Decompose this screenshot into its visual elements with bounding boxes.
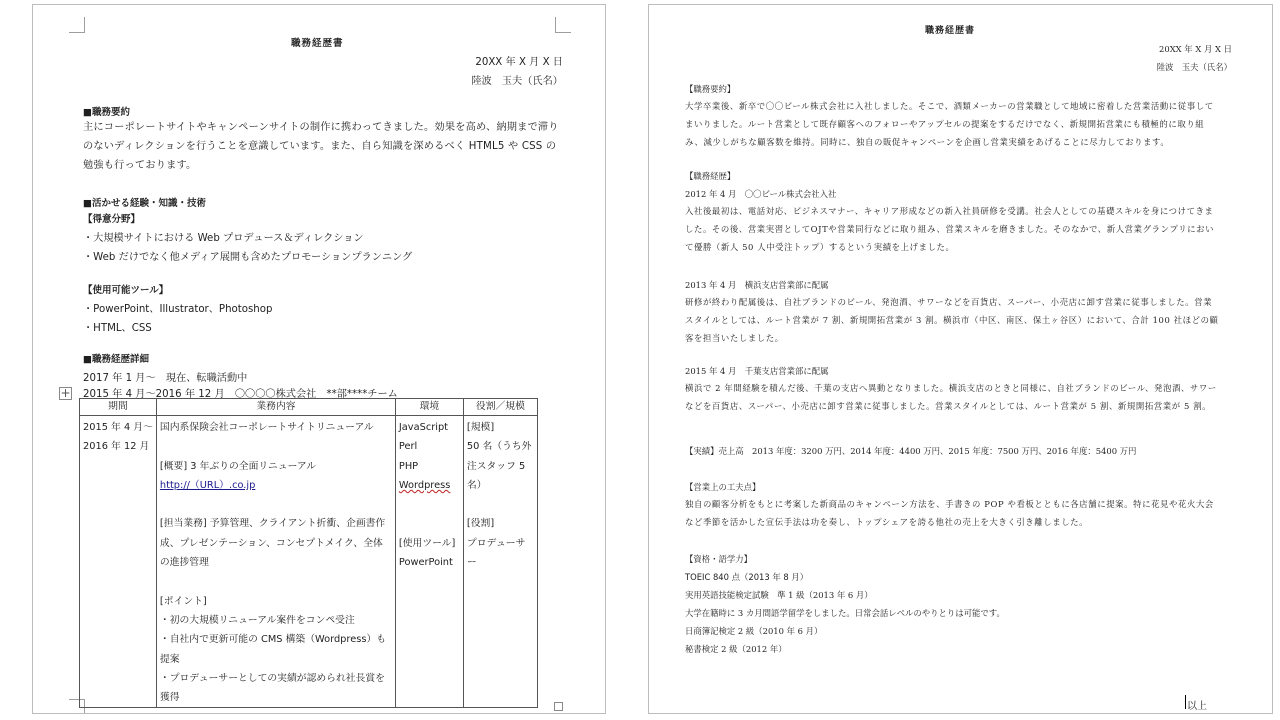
p2-summary-heading[interactable]: 【職務要約】 — [685, 84, 736, 94]
project-overview: [概要] 3 年ぶりの全面リニューアル — [159, 460, 317, 472]
project-name: 国内系保険会社コーポレートサイトリニューアル — [159, 422, 374, 433]
skills-heading[interactable]: ■活かせる経験・知識・技術 — [83, 198, 206, 209]
blank-line — [160, 437, 392, 456]
margin-corner-top-left — [69, 17, 85, 33]
tools-heading[interactable]: 【使用可能ツール】 — [83, 285, 169, 296]
cell-environment[interactable] — [395, 416, 463, 708]
role-value: プロデューサー — [466, 537, 526, 569]
history-entry-title[interactable]: 2015 年 4 月 千葉支店営業部に配属 — [685, 366, 829, 376]
p2-summary-text[interactable]: 大学卒業後、新卒で〇〇ビール株式会社に入社しました。そこで、酒類メーカーの営業職として地域に密着した営業活動に従事してまいりました。ルート営業として既存顧客へのフォローやアップセルの提案をするだけでなく、新規開拓営業にも積極的に取り組み、減少しがちな顧客数を維持。同時に、独自の販促キャンペーンを企画し営業実績をあげることに尽力しております。 — [685, 101, 1214, 147]
specialty-heading[interactable]: 【得意分野】 — [83, 214, 141, 225]
history-entry-title[interactable]: 2013 年 4 月 横浜支店営業部に配属 — [685, 280, 829, 290]
qualification-item[interactable]: 日商簿記検定 2 級（2010 年 6 月） — [685, 626, 823, 636]
blank-line — [467, 495, 534, 514]
history-entry-text[interactable]: 横浜で 2 年間経験を積んだ後、千葉の支店へ異動となりました。横浜支店のときと同様に、自社ブランドのビール、発泡酒、サワーなどを百貨店、スーパー、小売店に卸す営業に従事しました。営業スタイルとしては、ルート営業が 5 割、新規開拓営業が 5 割。 — [685, 383, 1217, 411]
specialty-item[interactable]: ・大規模サイトにおける Web プロデュース＆ディレクション — [83, 233, 364, 244]
detail-heading[interactable]: ■職務経歴詳細 — [83, 354, 149, 365]
page1-date[interactable]: 20XX 年 X 月 X 日 — [475, 57, 563, 68]
ingenuity-text[interactable]: 独自の顧客分析をもとに考案した新商品のキャンペーン方法を、手書きの POP や看板とともに各店舗に提案。特に花見や花火大会など季節を活かした宣伝手法は功を奏し、トップシェアを誇る他社の売上を大きく引き離しました。 — [685, 499, 1214, 527]
work-history-table — [79, 398, 538, 708]
cell-period[interactable] — [80, 416, 157, 708]
page2-date[interactable]: 20XX 年 X 月 X 日 — [1159, 44, 1232, 54]
role-label: [役割] — [466, 518, 495, 530]
point-item: ・プロデューサーとしての実績が認められ社長賞を獲得 — [159, 672, 385, 704]
qualification-item[interactable]: 大学在籍時に 3 カ月間語学留学をしました。日常会話レベルのやりとりは可能です。 — [685, 608, 1005, 618]
margin-corner-top-right — [555, 17, 571, 33]
document-page-1 — [32, 4, 606, 714]
text-cursor — [1185, 695, 1186, 709]
header-environment[interactable]: 環境 — [395, 399, 463, 416]
table-row — [80, 416, 538, 708]
blank-line — [160, 572, 392, 591]
page1-name[interactable]: 陸波 玉夫（氏名） — [471, 76, 563, 87]
header-duties[interactable]: 業務内容 — [156, 399, 395, 416]
header-period[interactable]: 期間 — [80, 399, 157, 416]
table-header-row — [80, 399, 538, 416]
qualifications-heading[interactable]: 【資格・語学力】 — [685, 554, 752, 564]
tools-item[interactable]: ・PowerPoint、Illustrator、Photoshop — [83, 304, 273, 315]
blank-line — [160, 495, 392, 514]
qualification-item[interactable]: 秘書検定 2 級（2012 年） — [685, 644, 787, 654]
qualification-item[interactable]: 実用英語技能検定試験 準 1 級（2013 年 6 月） — [685, 590, 873, 600]
history-entry-title[interactable]: 2012 年 4 月 〇〇ビール株式会社入社 — [685, 189, 837, 199]
specialty-item[interactable]: ・Web だけでなく他メディア展開も含めたプロモーションプランニング — [83, 252, 413, 263]
project-url-link[interactable]: http://（URL）.co.jp — [159, 479, 256, 491]
document-page-2 — [648, 4, 1273, 714]
closing-text[interactable]: 以上 — [1187, 701, 1207, 712]
scale-label: [規模] — [466, 422, 495, 433]
history-entry-text[interactable]: 研修が終わり配属後は、自社ブランドのビール、発泡酒、サワーなどを百貨店、スーパー、小売店に卸す営業に従事しました。営業スタイルとしては、ルート営業が 7 割、新規開拓営業が 3 割。横浜市（中区、南区、保土ヶ谷区）において、合計 100 社ほどの顧客を担当いたしました。 — [685, 297, 1219, 343]
table-move-handle-icon[interactable]: + — [60, 386, 71, 400]
env-item: Perl — [398, 441, 418, 453]
period-start: 2015 年 4 月～ — [83, 422, 153, 433]
project-duties: [担当業務] 予算管理、クライアント折衝、企画書作成、プレゼンテーション、コンセプトメイク、全体の進捗管理 — [159, 518, 386, 569]
period-current[interactable]: 2017 年 1 月～ 現在、転職活動中 — [83, 373, 248, 384]
blank-line — [399, 514, 460, 533]
points-heading: [ポイント] — [159, 595, 207, 607]
history-heading[interactable]: 【職務経歴】 — [685, 171, 736, 181]
period-end: 2016 年 12 月 — [83, 441, 150, 453]
point-item: ・初の大規模リニューアル案件をコンペ受注 — [159, 614, 355, 626]
env-item: JavaScript — [398, 422, 449, 433]
cell-duties[interactable] — [156, 416, 395, 708]
page2-title[interactable]: 職務経歴書 — [925, 26, 976, 36]
tools-label: [使用ツール] — [398, 537, 456, 549]
scale-value: 50 名（うち外注スタッフ 5 名） — [466, 441, 532, 491]
period-company[interactable]: 2015 年 4 月～2016 年 12 月 〇〇〇〇株式会社 **部****チーム — [83, 389, 398, 400]
cell-role-scale[interactable] — [463, 416, 537, 708]
summary-heading[interactable]: ■職務要約 — [83, 107, 130, 118]
tools-item[interactable]: ・HTML、CSS — [83, 323, 152, 334]
blank-line — [399, 495, 460, 514]
page1-title[interactable]: 職務経歴書 — [291, 38, 344, 49]
page2-name[interactable]: 陸波 玉夫（氏名） — [1156, 62, 1232, 72]
table-resize-handle-icon[interactable] — [554, 702, 563, 711]
point-item: ・自社内で更新可能の CMS 構築（Wordpress）も提案 — [159, 634, 387, 665]
history-entry-text[interactable]: 入社後最初は、電話対応、ビジネスマナー、キャリア形成などの新入社員研修を受講。社会人としての基礎スキルを身につけてきました。その後、営業実習としてOJTや営業同行などに取り組み、営業スキルを磨きました。そのなかで、新人営業グランプリにおいて優勝（新人 50 人中受注トップ）するという実績を上げました。 — [685, 206, 1215, 252]
qualification-item[interactable]: TOEIC 840 点（2013 年 8 月） — [685, 572, 809, 582]
ingenuity-heading[interactable]: 【営業上の工夫点】 — [685, 482, 761, 492]
env-item: Wordpress — [398, 479, 451, 491]
header-role-scale[interactable]: 役割／規模 — [463, 399, 537, 416]
results-line[interactable]: 【実績】売上高 2013 年度：3200 万円、2014 年度：4400 万円、2015 年度：7500 万円、2016 年度：5400 万円 — [685, 446, 1137, 456]
summary-text[interactable]: 主にコーポレートサイトやキャンペーンサイトの制作に携わってきました。効果を高め、納期まで滞りのないディレクションを行うことを意識しています。また、自ら知識を深めるべく HTML5 や CSS の勉強も行っております。 — [83, 122, 559, 171]
tools-value: PowerPoint — [398, 557, 453, 569]
env-item: PHP — [398, 460, 419, 472]
